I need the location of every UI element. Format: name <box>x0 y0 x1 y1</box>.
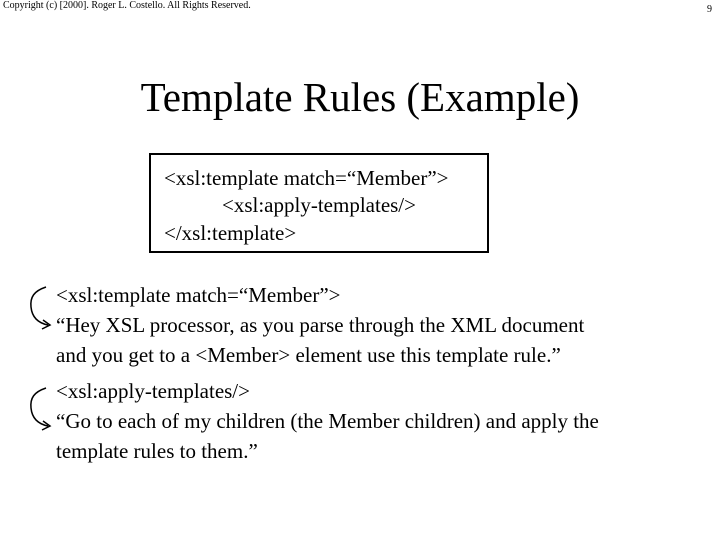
explanation-text-line: template rules to them.” <box>56 439 258 463</box>
explanation-text-line: “Hey XSL processor, as you parse through the XML document <box>56 313 585 337</box>
explanation-text-line: and you get to a <Member> element use this template rule.” <box>56 343 561 367</box>
curved-arrow-icon <box>28 386 54 432</box>
curved-arrow-icon <box>28 285 54 331</box>
explanation-template-match <box>56 280 584 370</box>
explanation-code: <xsl:template match=“Member”> <box>56 283 341 307</box>
code-line-apply-templates: <xsl:apply-templates/> <box>222 193 416 217</box>
code-line-template-open: <xsl:template match=“Member”> <box>164 166 449 190</box>
page-number: 9 <box>707 4 712 15</box>
explanation-text-line: “Go to each of my children (the Member children) and apply the <box>56 409 599 433</box>
explanation-apply-templates <box>56 376 599 466</box>
slide-title: Template Rules (Example) <box>140 74 580 120</box>
code-example-box <box>149 153 489 253</box>
copyright-notice: Copyright (c) [2000]. Roger L. Costello. All Rights Reserved. <box>3 0 251 11</box>
code-line-template-close: </xsl:template> <box>164 221 297 245</box>
explanation-code: <xsl:apply-templates/> <box>56 379 250 403</box>
